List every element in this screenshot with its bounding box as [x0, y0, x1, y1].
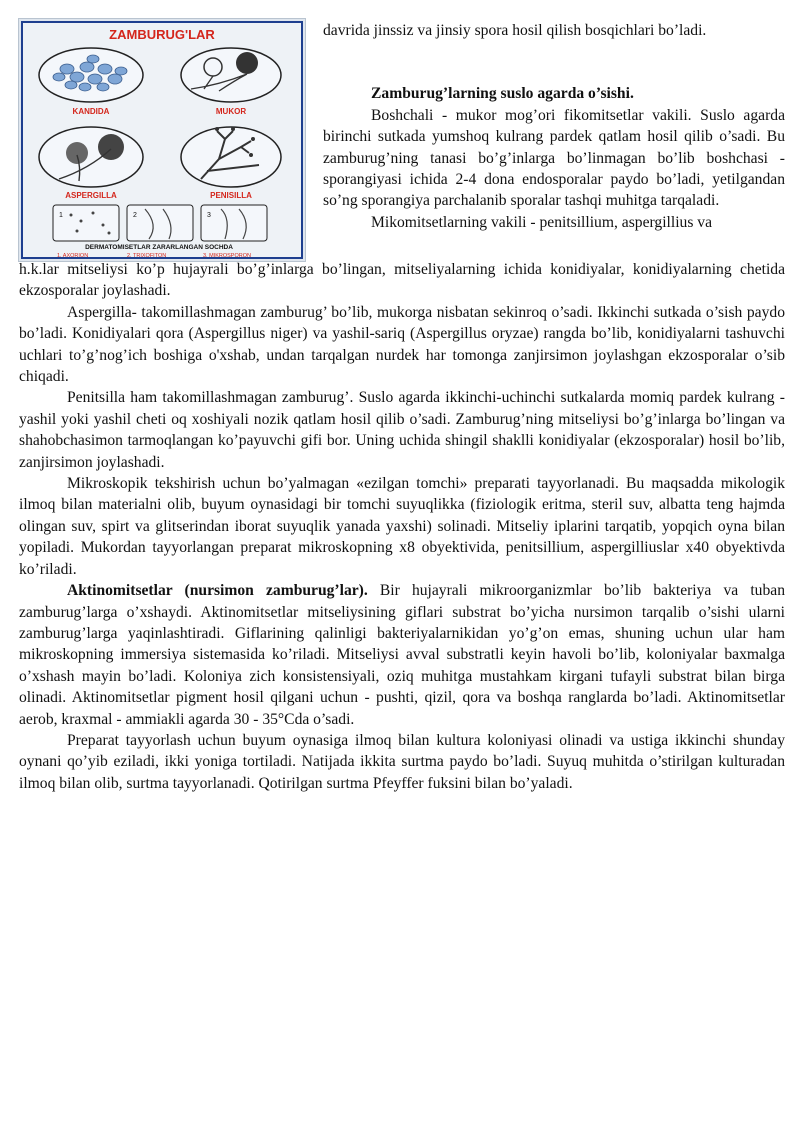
hair-panels	[53, 205, 267, 241]
label-aspergilla: ASPERGILLA	[65, 191, 117, 200]
paragraph-penitsilla: Penitsilla ham takomillashmagan zamburug’. Suslo agarda ikkinchi-uchinchi sutkalarda momiq pardek kulrang - yashil yoki yashil cheti oq xoshiyali nozik qatlam hosil qilib o’sadi. Zamburug’ning mitseliysi bo’g’inlarga bo’lingan va shahobchasimon tarmoqlangan ko’payuvchi gifi bor. Uning uchida shingil shaklli konidiyalar (ekzosporalar) hosil bo’lib, zanjirsimon joylashadi.	[19, 389, 785, 471]
penicillium-drawing	[181, 127, 281, 187]
paragraph-mukor: Boshchali - mukor mog’ori fikomitsetlar vakili. Suslo agarda birinchi sutkada yumshoq kulrang pardek qatlam hosil qilib o’sadi. Bu zamburug’ning tanasi bo’g’inlarga bo’linmagan bo’lib boshchasi -sporangiyasi ichida 2-4 dona endosporalar paydo bo’ladi, yetilgandan so’ng sporangiya parchalanib sporalar tashqi muhitga tarqaladi.	[323, 106, 785, 210]
right-column-text	[323, 20, 785, 233]
fungi-illustration	[18, 18, 306, 262]
figure-title: ZAMBURUG'LAR	[109, 27, 215, 42]
section-heading: Zamburug’larning suslo agarda o’sishi.	[371, 85, 634, 103]
panel-number-1: 1	[59, 212, 63, 219]
label-kandida: KANDIDA	[72, 107, 110, 116]
paragraph-mikroskopik: Mikroskopik tekshirish uchun bo’yalmagan «ezilgan tomchi» preparati tayyorlanadi. Bu maqsadda mikologik ilmoq bilan materialni olib, buyum oynasidagi bir tomchi suyuqlikka (fiziologik eritma, steril suv, albatta teng hajmda olingan suv, spirt va glitserindan iborat suyuqlik yanada yaxshi) solinadi. Mitseliy iplarini tarqatib, yopqich oyna bilan yopiladi. Mukordan tayyorlangan preparat mikroskopning x8 obyektivida, penitsillium, aspergilliuslar x40 obyektivda ko’riladi.	[19, 475, 785, 578]
main-text	[19, 259, 785, 794]
caption-item-1: 1. AXORION	[57, 253, 89, 259]
mucor-drawing	[181, 48, 281, 102]
figure-caption: DERMATOMISETLAR ZARARLANGAN SOCHDA	[85, 244, 233, 251]
paragraph-mikomitset-rest: h.k.lar mitseliysi ko’p hujayrali bo’g’inlarga bo’lingan, mitseliyalarning ichida konidiyalar, konidiyalarning chetida ekzosporalar joylashadi.	[19, 261, 785, 300]
paragraph-mikomitset-start: Mikomitsetlarning vakili - penitsillium, aspergillius va	[371, 213, 713, 231]
aspergillus-drawing	[39, 127, 143, 187]
caption-item-3: 3. MIKROSPORON	[203, 253, 251, 259]
paragraph-aspergilla: Aspergilla- takomillashmagan zamburug’ bo’lib, mukorga nisbatan sekinroq o’sadi. Ikkinchi sutkada o’sish paydo bo’ladi. Konidiyalari qora (Aspergillus niger) va yashil-sariq (Aspergillus oryzae) rangda bo’lib, konidiyalarni tashuvchi uchlari to’g’nog’ich boshiga o'xshab, undan tarqalgan nurdek har tomonga zanjirsimon joylashgan ekzosporalar o’sib chiqadi.	[19, 303, 785, 386]
label-penisilla: PENISILLA	[210, 191, 252, 200]
panel-number-2: 2	[133, 212, 137, 219]
aktinomitset-body: Bir hujayrali mikroorganizmlar bo’lib bakteriya va tuban zamburug’larga o’xshaydi. Aktinomitsetlar mitseliysining giflari substrat bo’yicha nursimon tarqalib o’sishi ularni zamburug’larga yaqinlashtiradi. Giflarining qalinligi bakteriyalarnikidan yo’g’on emas, shuning uchun ular ham mikroskopning immersiya sistemasida ko’riladi. Mitseliysi avval substratli keyin havoli bo’lib, koloniyalar baxmalga o’xshash mayin bo’ladi. Koloniya zich konsistensiyali, oziq muhitga mustahkam kirgani tufayli substrat bilan birga olinadi. Aktinomitsetlar pigment hosil qilgani uchun - pushti, qizil, qora va boshqa ranglarda bo’ladi. Aktinomitsetlar aerob, kraxmal - ammiakli agarda 30 - 35°Cda o’sadi.	[19, 582, 785, 728]
aktinomitset-heading: Aktinomitsetlar (nursimon zamburug’lar).	[67, 582, 368, 600]
paragraph-aktinomitset	[19, 580, 785, 730]
label-mukor: MUKOR	[215, 107, 247, 116]
candida-drawing	[39, 48, 143, 102]
panel-number-3: 3	[207, 212, 211, 219]
paragraph-continuation: davrida jinssiz va jinsiy spora hosil qilish bosqichlari bo’ladi.	[323, 22, 707, 39]
caption-item-2: 2. TRIXOFITON	[127, 253, 167, 259]
paragraph-preparat: Preparat tayyorlash uchun buyum oynasiga ilmoq bilan kultura koloniyasi olinadi va ustiga ikkinchi shunday oynani qo’yib eziladi, ikki yoniga tortiladi. Natijada ikkita surtma paydo bo’ladi. Suyuq muhitda o’stirilgan kulturadan ilmoq bilan olib, surtma tayyorlanadi. Qotirilgan surtma Pfeyffer fuksini bilan bo’yaladi.	[19, 731, 785, 792]
